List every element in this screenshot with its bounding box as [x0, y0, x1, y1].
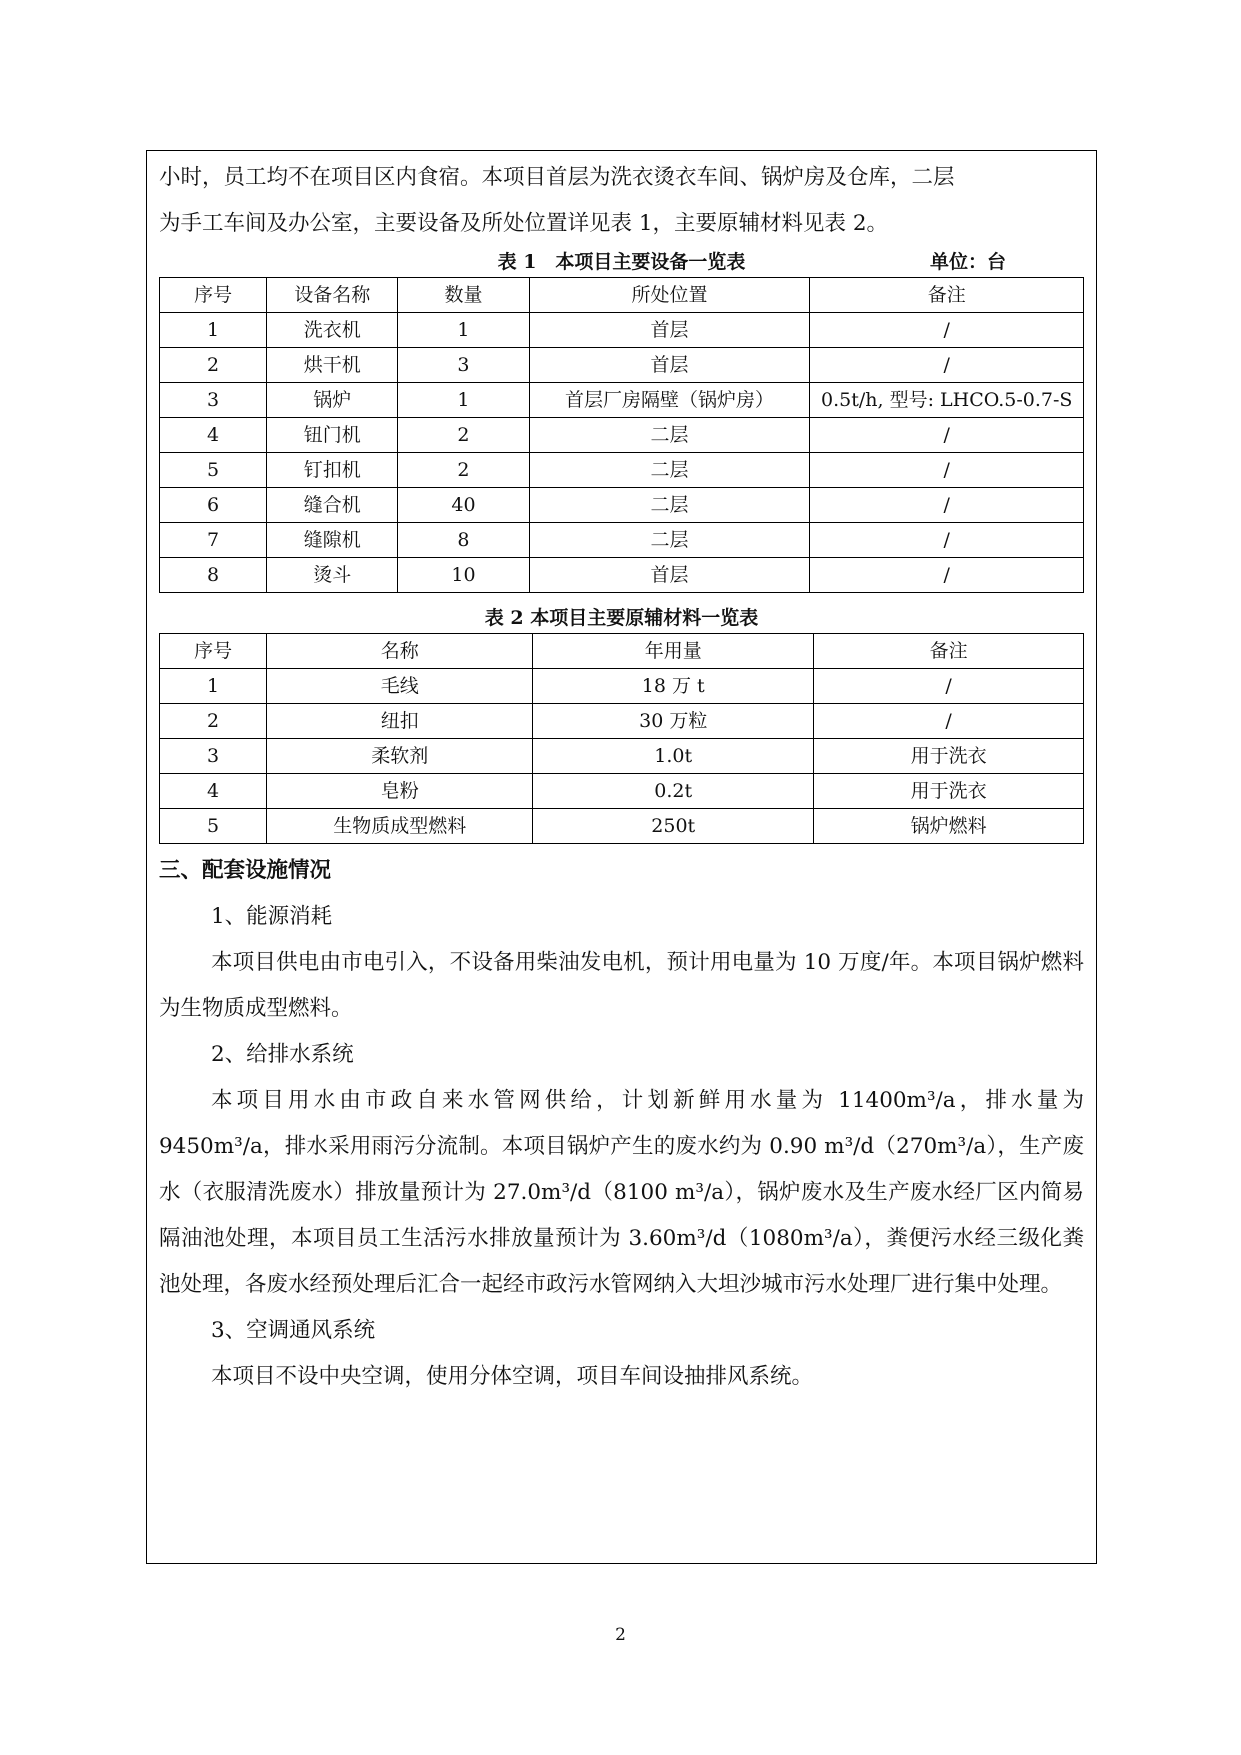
- table-row: [160, 774, 1084, 809]
- subsection-title-hvac: 3、空调通风系统: [211, 1318, 376, 1343]
- table-cell: 锅炉燃料: [814, 809, 1084, 844]
- table-cell: 2: [398, 453, 529, 488]
- table-cell: 0.5t/h, 型号: LHCO.5-0.7-S: [810, 383, 1084, 418]
- table-cell: /: [814, 704, 1084, 739]
- table-cell: 30 万粒: [533, 704, 814, 739]
- paragraph-hvac: 本项目不设中央空调，使用分体空调，项目车间设抽排风系统。: [211, 1364, 814, 1389]
- table2-caption-row: [159, 603, 1084, 633]
- table-row: [160, 453, 1084, 488]
- table-cell: 锅炉: [267, 383, 398, 418]
- content-frame: [146, 150, 1097, 1564]
- header-cell: 所处位置: [529, 278, 810, 313]
- table-cell: 纽扣: [267, 704, 533, 739]
- materials-table: [159, 633, 1084, 844]
- table-cell: 用于洗衣: [814, 774, 1084, 809]
- table-cell: 钉扣机: [267, 453, 398, 488]
- table-cell: 1: [398, 313, 529, 348]
- header-cell: 序号: [160, 278, 267, 313]
- table-cell: /: [810, 418, 1084, 453]
- subsection-title-energy: 1、能源消耗: [211, 904, 333, 929]
- table-cell: 洗衣机: [267, 313, 398, 348]
- table-cell: 皂粉: [267, 774, 533, 809]
- table-cell: 0.2t: [533, 774, 814, 809]
- table-cell: 5: [160, 809, 267, 844]
- table1-unit: 单位：台: [929, 251, 1006, 273]
- table-cell: 生物质成型燃料: [267, 809, 533, 844]
- intro-line-2: 为手工车间及办公室，主要设备及所处位置详见表 1，主要原辅材料见表 2。: [159, 211, 889, 236]
- table-cell: 二层: [529, 453, 810, 488]
- table2-caption: 表 2 本项目主要原辅材料一览表: [484, 607, 759, 629]
- table-row: [160, 669, 1084, 704]
- table-row: [160, 348, 1084, 383]
- table-cell: 10: [398, 558, 529, 593]
- table1-caption: 表 1 本项目主要设备一览表: [497, 251, 746, 273]
- content-inner: [159, 151, 1084, 1400]
- table-header-row: [160, 278, 1084, 313]
- table-header-row: [160, 634, 1084, 669]
- table-cell: 4: [160, 774, 267, 809]
- table-cell: 5: [160, 453, 267, 488]
- header-cell: 设备名称: [267, 278, 398, 313]
- table-cell: 6: [160, 488, 267, 523]
- table-cell: /: [810, 523, 1084, 558]
- table-cell: 二层: [529, 523, 810, 558]
- table-cell: 用于洗衣: [814, 739, 1084, 774]
- table-row: [160, 739, 1084, 774]
- table-cell: 2: [160, 704, 267, 739]
- table-cell: 首层厂房隔壁（锅炉房）: [529, 383, 810, 418]
- table-cell: 首层: [529, 558, 810, 593]
- equipment-table: [159, 277, 1084, 593]
- table-cell: 柔软剂: [267, 739, 533, 774]
- table-cell: 3: [398, 348, 529, 383]
- table-cell: 首层: [529, 313, 810, 348]
- table-cell: /: [810, 453, 1084, 488]
- table-cell: 钮门机: [267, 418, 398, 453]
- header-cell: 名称: [267, 634, 533, 669]
- table-cell: 1: [160, 313, 267, 348]
- table-cell: 1: [398, 383, 529, 418]
- table-cell: 2: [398, 418, 529, 453]
- table-cell: 二层: [529, 418, 810, 453]
- page-number: 2: [615, 1625, 626, 1645]
- table-row: [160, 558, 1084, 593]
- header-cell: 备注: [810, 278, 1084, 313]
- table-row: [160, 418, 1084, 453]
- table-cell: /: [810, 348, 1084, 383]
- table-cell: 缝隙机: [267, 523, 398, 558]
- paragraph-energy: 本项目供电由市电引入，不设备用柴油发电机，预计用电量为 10 万度/年。本项目锅炉燃料为生物质成型燃料。: [159, 950, 1084, 1021]
- section-heading: 三、配套设施情况: [159, 858, 332, 883]
- header-cell: 备注: [814, 634, 1084, 669]
- header-cell: 数量: [398, 278, 529, 313]
- table-cell: 二层: [529, 488, 810, 523]
- table-cell: 250t: [533, 809, 814, 844]
- table-cell: 缝合机: [267, 488, 398, 523]
- table-cell: 3: [160, 383, 267, 418]
- paragraph-water: 本项目用水由市政自来水管网供给，计划新鲜用水量为 11400m³/a，排水量为 9450m³/a，排水采用雨污分流制。本项目锅炉产生的废水约为 0.90 m³/d（270m³/a），生产废水（衣服清洗废水）排放量预计为 27.0m³/d（8100 m³/a），锅炉废水及生产废水经厂区内简易隔油池处理，本项目员工生活污水排放量预计为 3.60m³/d（1080m³/a），粪便污水经三级化粪池处理，各废水经预处理后汇合一起经市政污水管网纳入大坦沙城市污水处理厂进行集中处理。: [159, 1088, 1084, 1297]
- table-cell: 3: [160, 739, 267, 774]
- table-cell: /: [810, 313, 1084, 348]
- header-cell: 年用量: [533, 634, 814, 669]
- table-cell: 18 万 t: [533, 669, 814, 704]
- table-cell: /: [814, 669, 1084, 704]
- table-row: [160, 313, 1084, 348]
- header-cell: 序号: [160, 634, 267, 669]
- intro-line-1: 小时，员工均不在项目区内食宿。本项目首层为洗衣烫衣车间、锅炉房及仓库，二层: [159, 165, 955, 190]
- table-row: [160, 809, 1084, 844]
- table-cell: 烫斗: [267, 558, 398, 593]
- table-cell: 烘干机: [267, 348, 398, 383]
- table-row: [160, 704, 1084, 739]
- table-cell: 7: [160, 523, 267, 558]
- table-cell: 2: [160, 348, 267, 383]
- table-cell: /: [810, 488, 1084, 523]
- table-cell: 1.0t: [533, 739, 814, 774]
- table1-caption-row: [159, 247, 1084, 277]
- table-cell: 1: [160, 669, 267, 704]
- table-cell: 4: [160, 418, 267, 453]
- table-cell: /: [810, 558, 1084, 593]
- table-row: [160, 523, 1084, 558]
- table-cell: 毛线: [267, 669, 533, 704]
- table-cell: 8: [398, 523, 529, 558]
- table-cell: 8: [160, 558, 267, 593]
- table-row: [160, 488, 1084, 523]
- table-cell: 首层: [529, 348, 810, 383]
- table-cell: 40: [398, 488, 529, 523]
- subsection-title-water: 2、给排水系统: [211, 1042, 354, 1067]
- table-row: [160, 383, 1084, 418]
